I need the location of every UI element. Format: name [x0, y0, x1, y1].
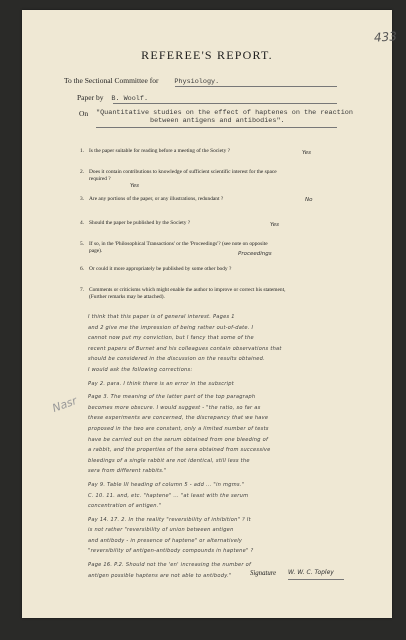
question-line: Or could it more appropriately be published by some other body ? — [89, 266, 232, 272]
comment-line: and antibody - in presence of haptene" or alternatively — [88, 537, 243, 544]
question-line: Comments or criticisms which might enable the author to improve or correct his statement, — [89, 287, 286, 293]
question-number: 6. — [80, 266, 85, 272]
comment-line: proposed in the two are constant, only a limited number of tests — [88, 425, 269, 432]
question-line: Should the paper be published by the Society ? — [89, 220, 191, 226]
comment-line: I think that this paper is of general interest. Pages 1 — [88, 314, 235, 320]
comment-line: should be considered in the discussion on the results obtained. — [88, 356, 265, 363]
question-text — [80, 220, 342, 227]
on-title-line-1: "Quantitative studies on the effect of haptenes on the reaction — [96, 109, 353, 117]
comment-line: Page 16. P.2. Should not the 'en' increasing the number of — [88, 562, 251, 569]
question-5 — [80, 241, 342, 255]
question-6 — [80, 266, 342, 273]
referee-report-sheet — [22, 10, 398, 618]
question-4 — [80, 220, 342, 227]
question-line: required ? — [89, 176, 111, 182]
comment-line: recent papers of Burnet and his colleagues contain observations that — [88, 345, 282, 352]
question-7 — [80, 287, 342, 301]
comment-line: sera from different rabbits." — [88, 468, 167, 475]
question-line: Does it contain contributions to knowledge of sufficient scientific interest for the space — [89, 169, 277, 175]
comment-line: these experiments are concerned, the discrepancy that we have — [88, 415, 269, 422]
question-text — [80, 248, 342, 255]
paper-by-line — [77, 93, 148, 103]
question-number: 5. — [80, 241, 85, 247]
addressee-value: Physiology. — [174, 78, 220, 86]
question-text — [80, 176, 342, 183]
question-number: 7. — [80, 287, 85, 293]
question-line: page). — [89, 248, 103, 254]
question-text — [80, 266, 342, 273]
on-underline — [96, 127, 337, 128]
margin-note: Nasr — [50, 394, 79, 415]
comments-block — [88, 312, 358, 581]
comment-line: Pay 2. para. I think there is an error in the subscript — [88, 380, 234, 387]
question-line: (Further remarks may be attached). — [89, 294, 165, 300]
comment-line: Pay 14. 17. 2. In the reality "reversibility of inhibition" ? It — [88, 516, 251, 523]
comment-line: I would ask the following corrections: — [88, 366, 193, 373]
comment-line: is not rather "reversibility of union between antigen — [88, 527, 234, 534]
question-text — [80, 241, 342, 248]
comment-line: "reversibility of antigen-antibody compounds in haptene" ? — [88, 548, 254, 555]
comment-line: Page 3. The meaning of the latter part of the top paragraph — [88, 394, 256, 401]
question-text — [80, 294, 342, 301]
answer-2: Yes — [130, 183, 140, 189]
on-label: On — [79, 109, 89, 118]
addressee-underline — [175, 86, 337, 87]
folio-number: 433 — [373, 29, 398, 45]
question-3 — [80, 196, 342, 203]
comment-line: have be carried out on the serum obtained from one bleeding of — [88, 436, 269, 443]
paper-by-underline — [113, 103, 337, 104]
question-2 — [80, 169, 342, 183]
question-text — [80, 169, 342, 176]
paper-by-label: Paper by — [77, 93, 104, 102]
comment-line: Pay 9. Table III heading of column 5 - add ... "in mgms." — [88, 481, 245, 488]
question-line: Is the paper suitable for reading before a meeting of the Society ? — [89, 148, 230, 154]
signature-value: W. W. C. Topley — [288, 569, 334, 576]
question-number: 4. — [80, 220, 85, 226]
page-title: REFEREE'S REPORT. — [141, 48, 273, 62]
question-line: If so, in the 'Philosophical Transactions' or the 'Proceedings'? (see note on opposite — [89, 241, 268, 247]
addressee-line — [64, 76, 219, 86]
question-number: 3. — [80, 196, 85, 202]
on-title-line-2: between antigens and antibodies". — [150, 117, 285, 125]
comment-line: C. 10. 11. and, etc. "haptene" ... "at least with the serum — [88, 492, 249, 499]
comment-line: antigen possible haptens are not able to antibody." — [88, 572, 232, 579]
question-number: 1. — [80, 148, 85, 154]
question-number: 2. — [80, 169, 85, 175]
question-text — [80, 196, 342, 203]
comment-line: becomes more obscure. I would suggest - "the ratio, so far as — [88, 404, 261, 411]
paper-by-value: B. Woolf. — [111, 95, 149, 103]
answer-4: Yes — [270, 222, 280, 228]
comment-line: bleedings of a single rabbit are not identical, still less the — [88, 457, 250, 464]
comment-line: and 2 give me the impression of being rather out-of-date. I — [88, 324, 254, 331]
signature-underline — [288, 579, 344, 580]
addressee-label: To the Sectional Committee for — [64, 76, 159, 85]
answer-1: Yes — [302, 150, 312, 156]
question-line: Are any portions of the paper, or any illustrations, redundant ? — [89, 196, 224, 202]
comment-line: concentration of antigen." — [88, 503, 162, 510]
comment-line: a rabbit, and the properties of the sera obtained from successive — [88, 447, 271, 454]
answer-3: No — [305, 197, 313, 203]
question-text — [80, 287, 342, 294]
answer-5: Proceedings — [238, 251, 272, 257]
signature-label: Signature — [250, 570, 277, 577]
comment-line: cannot now put my conviction, but I fancy that some of the — [88, 335, 254, 342]
